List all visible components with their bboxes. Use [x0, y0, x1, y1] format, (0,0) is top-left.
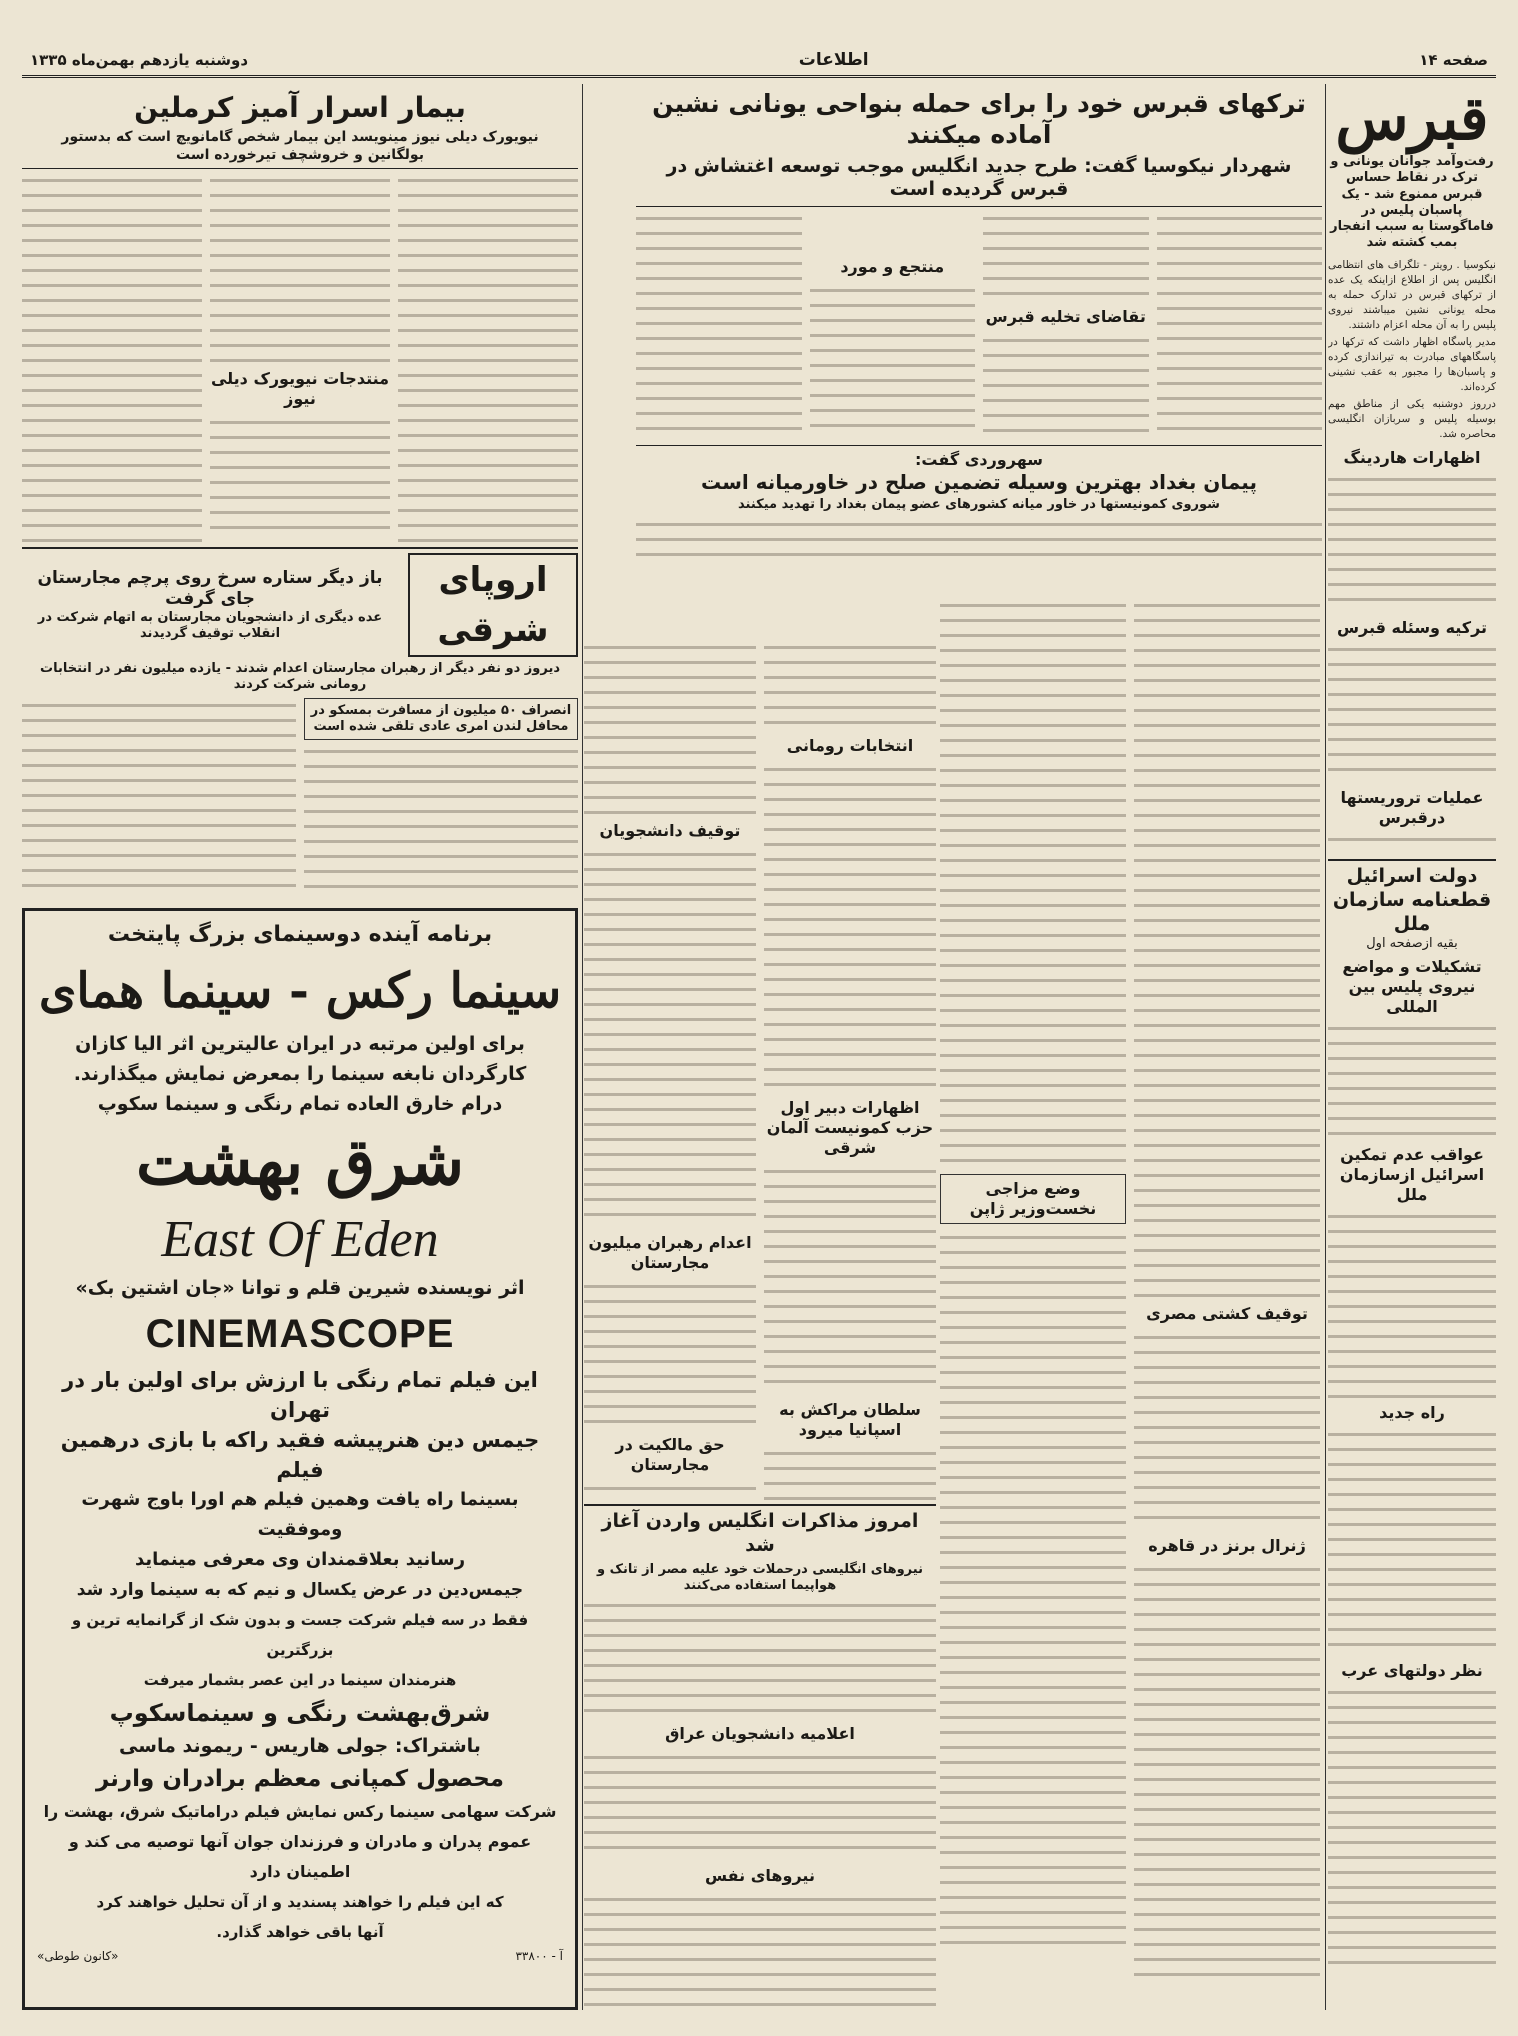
masthead: [22, 44, 1496, 78]
article-text-block: [210, 173, 390, 363]
soviet-headline: شوروی کمونیستها در خاور میانه کشورهای عضو پیمان بغداد را تهدید میکنند: [738, 497, 1220, 512]
article-text-block: [304, 744, 578, 894]
eastern-europe-deck: دیروز دو نفر دیگر از رهبران مجارستان اعدام شدند - یازده میلیون نفر در انتخابات رومانی شرکت کردند: [40, 661, 560, 693]
ad-line: عموم پدران و مادران و فرزندان جوان آنها توصیه می کند و اطمینان دارد: [68, 1832, 532, 1881]
ad-line: که این فیلم را خواهند پسندید و از آن تحلیل خواهند کرد: [96, 1893, 504, 1911]
arrest-head: توقیف دانشجویان: [599, 821, 741, 840]
divider: [636, 445, 1322, 446]
article-text-block: [584, 847, 756, 1227]
article-text-block: [1328, 472, 1496, 612]
ad-studio: محصول کمپانی معظم برادران وارنر: [95, 1766, 505, 1792]
divider: [22, 547, 578, 549]
premier-headline: وضع مزاجی نخست‌وزیر ژاپن: [940, 1174, 1126, 1224]
article-text-block: [210, 415, 390, 535]
ad-line: این فیلم تمام رنگی با ارزش برای اولین بار در تهران: [62, 1368, 538, 1422]
ad-code: آ - ۳۳۸۰۰: [515, 1949, 563, 1963]
divider: [22, 168, 578, 169]
un-headline: دولت اسرائیل قطعنامه سازمان ملل: [1332, 865, 1492, 935]
divider: [636, 206, 1322, 207]
un-police: تشکیلات و مواضع نیروی پلیس بین المللی: [1342, 956, 1482, 1016]
burns-cairo-head: ژنرال برنز در قاهره: [1148, 1536, 1306, 1555]
article-column: [810, 211, 976, 441]
divider: [1328, 859, 1496, 861]
main-headline: ترکهای قبرس خود را برای حمله بنواحی یونانی نشین آماده میکنند: [652, 89, 1306, 150]
paper-name: اطلاعات: [798, 49, 869, 70]
article-text-block: [1157, 211, 1323, 441]
ad-theaters: سینما رکس - سینما همای: [38, 963, 562, 1019]
ad-line: شرکت سهامی سینما رکس نمایش فیلم دراماتیک شرق، بهشت را: [43, 1802, 557, 1821]
article-text-block: [1134, 1330, 1320, 1530]
divider: [584, 1504, 936, 1506]
execution-head: اعدام رهبران میلیون مجارستان: [588, 1233, 752, 1272]
column-rule: [1325, 84, 1326, 2010]
article-text-block: [1134, 1562, 1320, 1982]
ad-agency: «کانون طوطی»: [37, 1949, 119, 1963]
kremlin-subhead: منتدجات نیویورک دیلی نیوز: [210, 369, 390, 408]
article-text-block: [1328, 1021, 1496, 1141]
column-rule: [582, 84, 583, 2010]
ad-line: هنرمندان سینما در این عصر بشمار میرفت: [143, 1671, 457, 1689]
cyprus-subhead-turkey: ترکیه وسئله قبرس: [1336, 617, 1488, 637]
ad-line: برای اولین مرتبه در ایران عالیترین اثر الیا کازان: [75, 1033, 525, 1055]
article-column: [940, 598, 1126, 2010]
ad-footer: [37, 1949, 563, 1963]
ad-line: بسینما راه یافت وهمین فیلم هم اورا باوج شهرت وموفقیت: [81, 1489, 519, 1540]
article-text-block: [983, 333, 1149, 443]
ad-cinemascope: CINEMASCOPE: [145, 1312, 455, 1356]
un-sub: بقیه ازصفحه اول: [1366, 936, 1458, 952]
article-text-block: [636, 517, 1322, 557]
article-text-block: [764, 1164, 936, 1394]
page-number: صفحه ۱۴: [1419, 50, 1488, 69]
romania-elections: انتخابات رومانی: [786, 736, 914, 755]
sahrvardi-head: سهروردی گفت:: [914, 450, 1043, 469]
article-column: [1134, 598, 1320, 2010]
egypt-ships-head: توقیف کشتی مصری: [1146, 1304, 1308, 1323]
ad-title-en: East Of Eden: [161, 1211, 439, 1268]
article-text-block: [983, 211, 1149, 301]
article-text-block: [584, 1279, 756, 1429]
cyprus-paragraph: نیکوسیا . رویتر - تلگراف های انتظامی انگلیس پس از اطلاع ازاینکه یک عده از ترکهای قبرس در تدارک حمله به محله یونانی نشین میباشند نیروی پلیس را به آن محله اعزام داشتند.: [1328, 258, 1496, 331]
article-text-block: [584, 1892, 936, 2010]
article-text-block: [1328, 1685, 1496, 1965]
article-text-block: [584, 640, 756, 815]
article-column: [983, 211, 1149, 441]
cinema-advertisement: [22, 908, 578, 2010]
cyprus-body: [1328, 258, 1496, 442]
ad-line: درام خارق العاده تمام رنگی و سینما سکوپ: [97, 1093, 503, 1115]
east-germany-statements: اظهارات دبیر اول حزب کمونیست آلمان شرقی: [766, 1098, 934, 1157]
iraq-students-head: اعلامیه دانشجویان عراق: [665, 1724, 855, 1743]
center-right-column: [940, 598, 1320, 2010]
article-text-block: [1328, 1209, 1496, 1399]
main-subheadline: شهردار نیکوسیا گفت: طرح جدید انگلیس موجب توسعه اغتشاش در قبرس گردیده است: [666, 154, 1292, 201]
article-text-block: [398, 173, 578, 543]
article-column: [210, 173, 390, 543]
cyprus-subhead-operations: عملیات تروریستها درقبرس: [1340, 787, 1484, 827]
issue-date: دوشنبه یازدهم بهمن‌ماه ۱۳۳۵: [30, 50, 249, 69]
article-text-block: [1134, 598, 1320, 1298]
un-arab-reaction: نظر دولتهای عرب: [1341, 1660, 1483, 1680]
article-text-block: [1328, 1427, 1496, 1657]
ad-cast: باشتراک: جولی هاریس - ریموند ماسی: [119, 1735, 481, 1757]
article-text-block: [940, 598, 1126, 1168]
ad-line: رسانید بعلاقمندان وی معرفی مینماید: [134, 1549, 466, 1570]
article-text-block: [636, 211, 802, 441]
article-text-block: [22, 173, 202, 543]
ad-line: کارگردان نابغه سینما را بمعرض نمایش میگذارند.: [73, 1063, 527, 1085]
article-text-block: [584, 1750, 936, 1860]
cyprus-paragraph: مدیر پاسگاه اظهار داشت که ترکها در پاسگاههای مبادرت به تیراندازی کرده و پاسبان‌ها را مجبور به عقب نشینی کرده‌اند.: [1328, 335, 1496, 393]
ad-title-fa: شرق بهشت: [135, 1125, 465, 1200]
eastern-europe-block: [22, 553, 578, 894]
ad-line: برنامه آینده دوسینمای بزرگ پایتخت: [107, 922, 493, 947]
un-obstacles: عواقب عدم تمکین اسرائیل ازسازمان ملل: [1339, 1144, 1485, 1204]
article-text-block: [810, 283, 976, 433]
kremlin-subheadline: نیویورک دیلی نیوز مینویسد این بیمار شخص گامانویچ است که بدستور بولگانین و خروشچف تیرخورده است: [61, 129, 539, 163]
hungary-law-head: حق مالکیت در مجارستان: [615, 1435, 725, 1474]
kremlin-headline: بیمار اسرار آمیز کرملین: [134, 91, 466, 124]
ad-line: جیمس‌دین در عرض یکسال و نیم که به سینما وارد شد: [76, 1580, 524, 1600]
article-text-block: [1328, 832, 1496, 845]
main-story: [636, 84, 1322, 584]
cyprus-subhead-statement: اظهارات هاردینگ: [1343, 447, 1481, 467]
article-text-block: [764, 640, 936, 730]
cyprus-subtitle: رفت‌وآمد جوانان یونانی و ترک در نقاط حساس قبرس ممنوع شد - یک پاسبان پلیس در فاماگوستا به سبب انفجار بمب کشته شد: [1330, 154, 1494, 251]
un-new-path: راه جدید: [1379, 1402, 1445, 1422]
main-deck: تقاضای تخلیه قبرس: [985, 307, 1146, 326]
cyprus-title: قبرس: [1335, 84, 1489, 154]
article-text-block: [940, 1230, 1126, 1946]
sultan-head: سلطان مراکش به اسپانیا میرود: [779, 1400, 921, 1439]
eastern-europe-headline: باز دیگر ستاره سرخ روی پرچم مجارستان جای گرفت: [37, 567, 383, 609]
cyprus-column: [1328, 84, 1496, 844]
un-story: [1328, 855, 1496, 2010]
jordan-story: [584, 1500, 936, 2010]
kremlin-story: [22, 84, 578, 894]
baghdad-pact-headline: پیمان بغداد بهترین وسیله تضمین صلح در خاورمیانه است: [701, 470, 1257, 494]
eastern-europe-title: اروپای شرقی: [408, 553, 578, 657]
article-column: [304, 698, 578, 895]
jordan-subheadline: نیروهای انگلیسی درحملات خود علیه مصر از تانک و هواپیما استفاده می‌کنند: [597, 1561, 923, 1593]
cyprus-paragraph: درروز دوشنبه یکی از مناطق مهم بوسیله پلیس و سربازان انگلیسی محاصره شد.: [1328, 397, 1496, 440]
eastern-europe-sub: عده دیگری از دانشجویان مجارستان به اتهام شرکت در انقلاب توقیف گردیدند: [37, 610, 383, 642]
ad-line: شرق‌بهشت رنگی و سینماسکوپ: [109, 1699, 491, 1727]
article-text-block: [22, 698, 296, 895]
article-text-block: [584, 1598, 936, 1718]
london-headline: انصراف ۵۰ میلیون از مسافرت بمسکو در محافل لندن امری عادی تلقی شده است: [304, 698, 578, 741]
jordan-headline: امروز مذاکرات انگلیس واردن آغاز شد: [601, 1510, 919, 1556]
ad-author: اثر نویسنده شیرین قلم و توانا «جان اشتین بک»: [75, 1277, 525, 1299]
article-text-block: [764, 762, 936, 1092]
article-text-block: [1328, 642, 1496, 782]
ad-line: جیمس دین هنرپیشه فقید راکه با بازی درهمین فیلم: [60, 1428, 540, 1482]
ad-line: آنها باقی خواهد گذارد.: [216, 1923, 384, 1941]
nile-forces-head: نیروهای نفس: [705, 1866, 815, 1885]
ad-line: فقط در سه فیلم شرکت جست و بدون شک از گرانمایه ترین و بزرگترین: [71, 1611, 529, 1659]
main-extraordinary: منتجع و مورد: [840, 257, 945, 276]
